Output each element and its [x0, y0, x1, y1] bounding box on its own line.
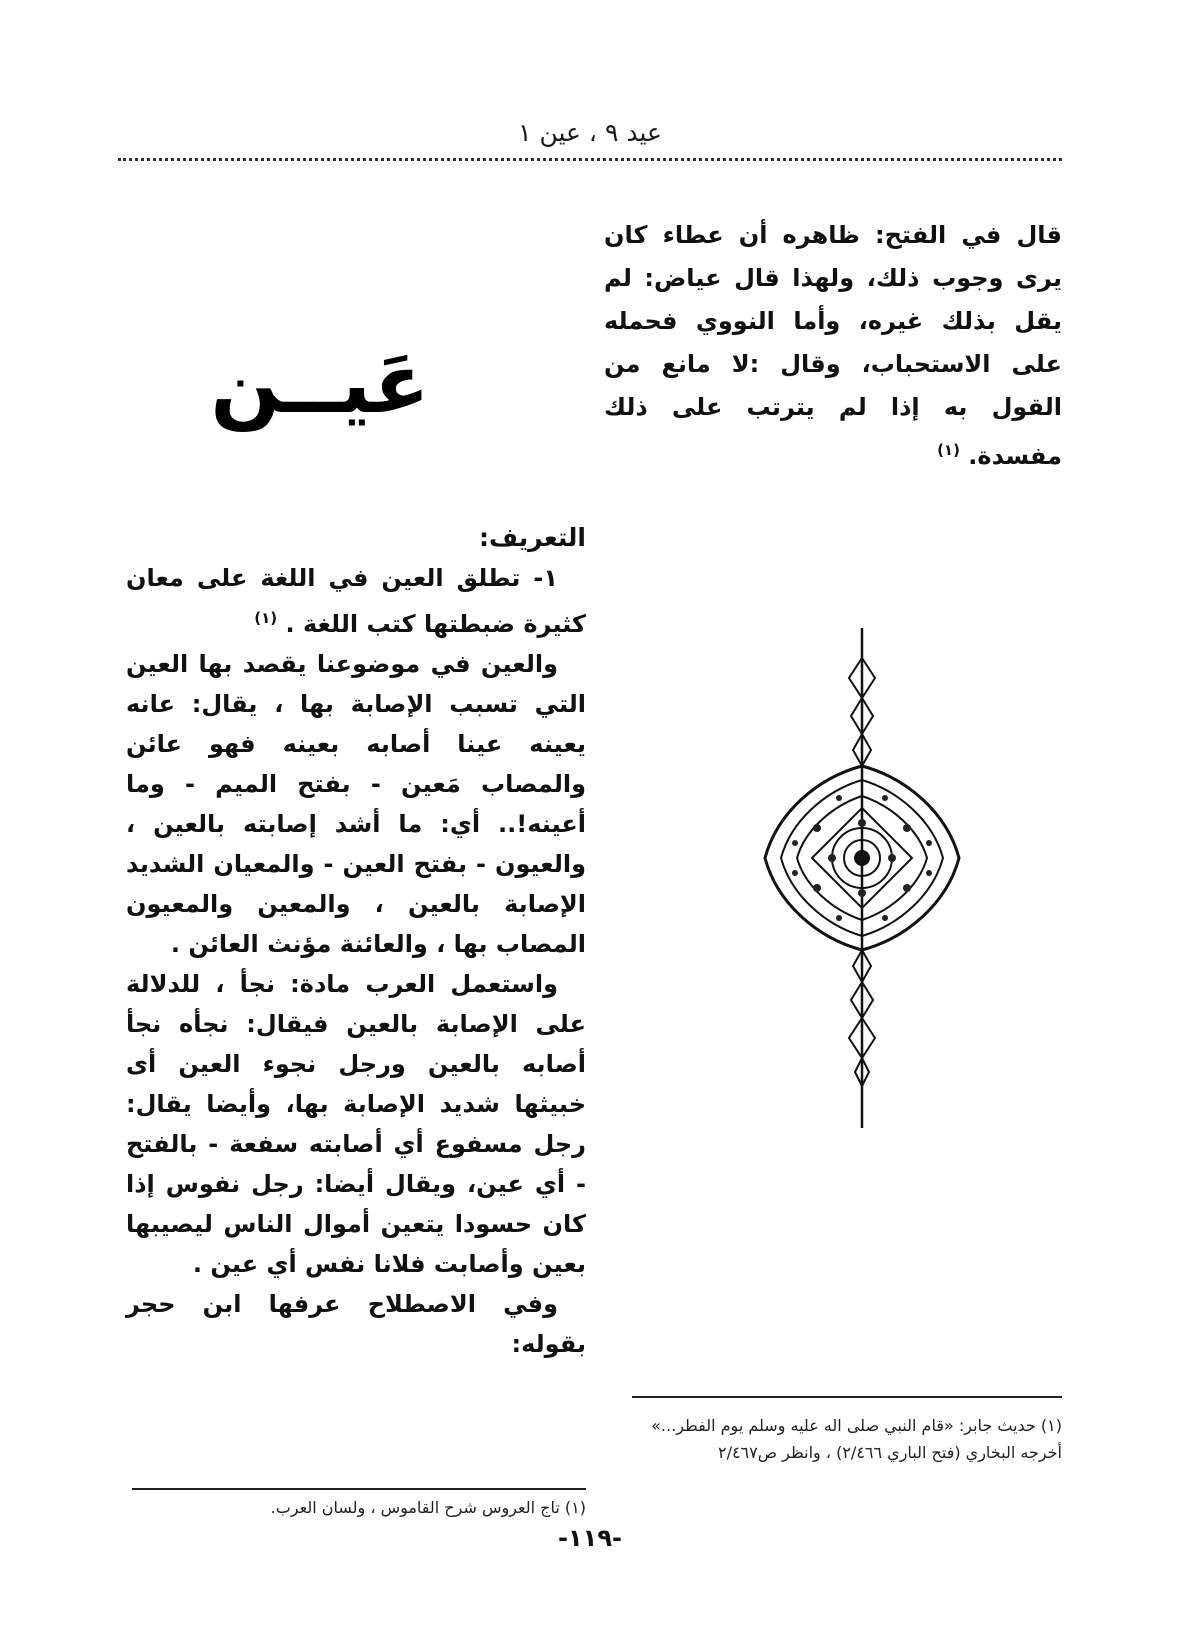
section-title: التعريف: — [479, 523, 586, 552]
entry-heading: عَيــن — [210, 337, 430, 432]
paragraph-1-text: ١- تطلق العين في اللغة على معان كثيرة ضبطتها كتب اللغة . — [126, 564, 586, 638]
footnote-right — [632, 1412, 1062, 1466]
footnote-marker: (١) — [937, 441, 960, 459]
paragraph-3: واستعمل العرب مادة: نجأ ، للدلالة على الإصابة بالعين فيقال: نجأه نجأ أصابه بالعين ورجل نجوء العين أى خبيثها شديد الإصابة بها، وأيضا يقال: رجل مسفوع أي أصابته سفعة - بالفتح - أي عين، ويقال أيضا: رجل نفوس إذا كان حسودا يتعين أموال الناس ليصيبها بعين وأصابت فلانا نفس أي عين . — [126, 970, 586, 1278]
footnote-rule-left — [132, 1488, 586, 1490]
paragraph-2: والعين في موضوعنا يقصد بها العين التي تسبب الإصابة بها ، يقال: عانه يعينه عينا أصابه بعينه فهو عائن والمصاب مَعين - بفتح الميم - وما أعينه!.. أي: ما أشد إصابته بالعين ، والعيون - بفتح العين - والمعيان الشديد الإصابة بالعين ، والمعين والمعيون المصاب بها ، والعائنة مؤنث العائن . — [126, 650, 586, 958]
footnote-right-line-1: (١) حديث جابر: «قام النبي صلى اله عليه وسلم يوم الفطر...» — [651, 1416, 1062, 1435]
paragraph-4: وفي الاصطلاح عرفها ابن حجر بقوله: — [126, 1290, 586, 1358]
decorative-ornament — [747, 628, 977, 1128]
right-column-text — [604, 214, 1062, 478]
footnote-right-line-2: أخرجه البخاري (فتح الباري ٢/٤٦٦) ، وانظر ص٢/٤٦٧ — [717, 1443, 1062, 1462]
running-header: عيد ٩ ، عين ١ — [518, 118, 662, 147]
footnote-marker: (١) — [254, 609, 278, 627]
footnote-rule-right — [632, 1396, 1062, 1398]
footnote-left: (١) تاج العروس شرح القاموس ، ولسان العرب. — [270, 1498, 586, 1517]
page-number: -١١٩- — [558, 1524, 622, 1552]
paragraph-1 — [126, 558, 586, 644]
right-column-paragraph: قال في الفتح: ظاهره أن عطاء كان يرى وجوب ذلك، ولهذا قال عياض: لم يقل بذلك غيره، وأما النووي فحمله على الاستحباب، وقال :لا مانع من القول به إذا لم يترتب على ذلك مفسدة. — [604, 221, 1062, 470]
left-column-text — [126, 518, 586, 1364]
header-dotted-rule — [118, 158, 1062, 161]
